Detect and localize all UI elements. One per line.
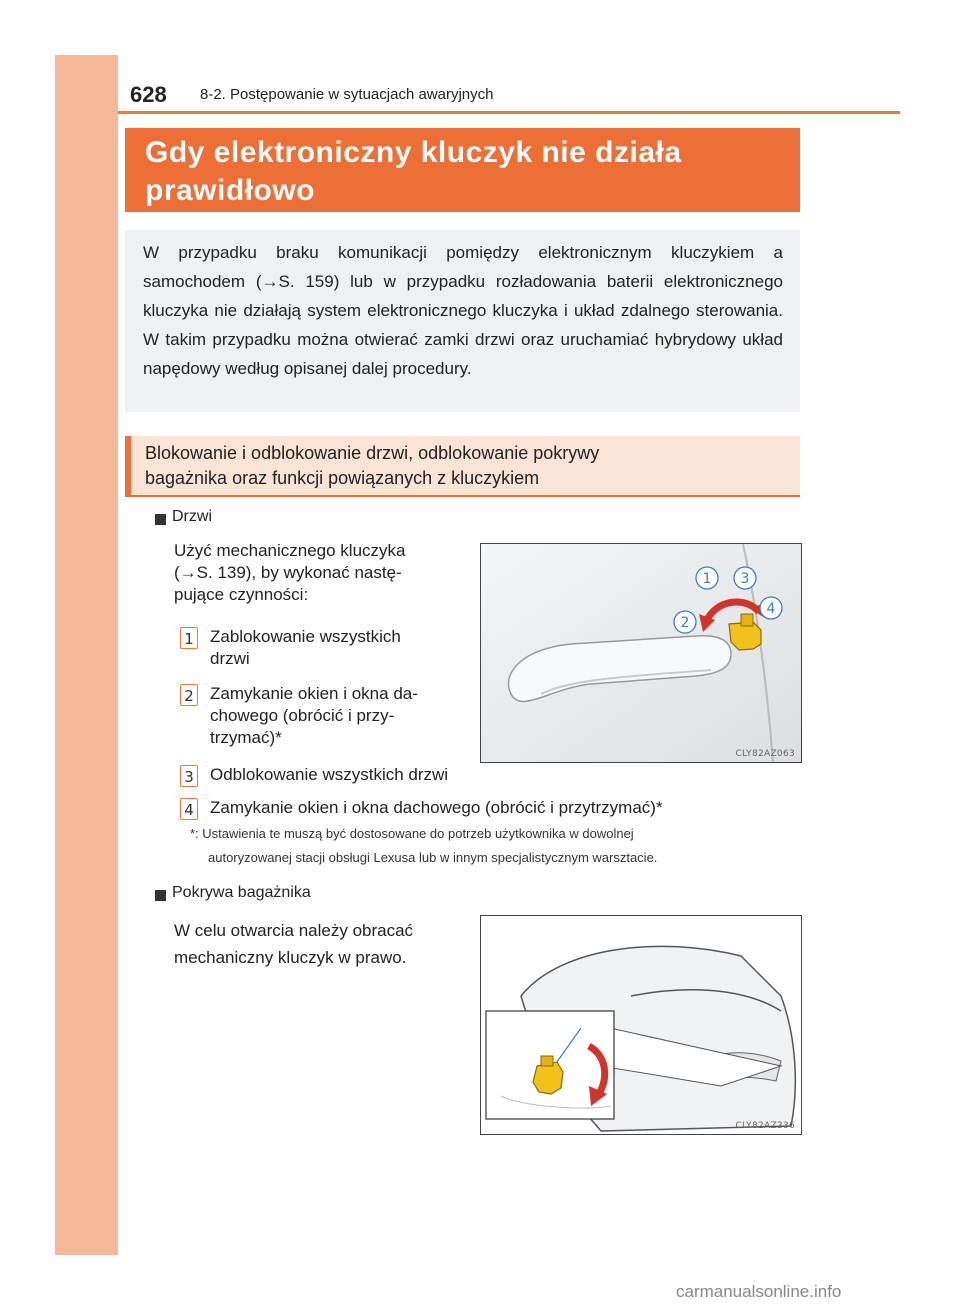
- footnote-line1: Ustawienia te muszą być dostosowane do potrzeb użytkownika w dowolnej: [202, 826, 634, 841]
- intro-text: W przypadku braku komunikacji pomiędzy elektronicznym kluczykiem a samochodem (→S. 159) lub w przypadku rozładowania baterii elektronicznego kluczyka nie działają system elektronicznego kluczyka i układ zdalnego sterowania. W takim przypadku można otwierać zamki drzwi oraz uruchamiać hybrydowy układ napędowy według opisanej dalej procedury.: [143, 243, 783, 378]
- section-title: 8-2. Postępowanie w sytuacjach awaryjnych: [200, 86, 494, 103]
- figure-code: CLY82AZ063: [735, 749, 795, 759]
- step-text: Odblokowanie wszystkich drzwi: [210, 765, 449, 784]
- subheading: [145, 441, 785, 491]
- doors-desc-line2: (→S. 139), by wykonać nastę-: [174, 563, 402, 582]
- doors-desc-line1: Użyć mechanicznego kluczyka: [174, 541, 406, 560]
- footnote-continued: autoryzowanej stacji obsługi Lexusa lub w innym specjalistycznym warsztacie.: [208, 850, 658, 865]
- trunk-figure: [480, 915, 802, 1135]
- callout-2: 2: [680, 615, 690, 631]
- side-tab: [55, 55, 118, 1255]
- callout-3: 3: [740, 571, 750, 587]
- bullet-square-icon: [155, 514, 166, 525]
- subheading-line2: bagażnika oraz funkcji powiązanych z kluczykiem: [145, 468, 540, 488]
- page-title-line2: prawidłowo: [145, 174, 315, 207]
- step-2-line2: chowego (obrócić i przy-: [210, 706, 395, 725]
- door-handle-figure: [480, 543, 802, 763]
- step-2-line1: Zamykanie okien i okna da-: [210, 684, 418, 703]
- step-text: Zamykanie okien i okna dachowego (obrócić i przytrzymać)*: [210, 798, 663, 817]
- door-handle-illustration: [481, 544, 801, 762]
- subheading-rule: [125, 495, 800, 497]
- footnote: [190, 823, 800, 845]
- trunk-description: [174, 917, 474, 971]
- page-number: 628: [130, 82, 167, 107]
- step-number-badge: 1: [180, 627, 198, 649]
- trunk-desc-line1: W celu otwarcia należy obracać: [174, 921, 414, 940]
- step-number-badge: 2: [180, 684, 198, 706]
- doors-description: [174, 540, 464, 606]
- trunk-illustration: [481, 916, 801, 1134]
- callout-4: 4: [766, 601, 776, 617]
- step-text: [210, 626, 465, 670]
- step-number-badge: 4: [180, 798, 198, 820]
- page-title-line1: Gdy elektroniczny kluczyk nie działa: [145, 136, 682, 169]
- doors-heading: Drzwi: [172, 508, 212, 525]
- figure-code: CLY82AZ236: [735, 1121, 795, 1131]
- step-1-line2: drzwi: [210, 649, 250, 668]
- step-1-line1: Zablokowanie wszystkich: [210, 627, 401, 646]
- step-2-line3: trzymać)*: [210, 728, 282, 747]
- trunk-desc-line2: mechaniczny kluczyk w prawo.: [174, 948, 407, 967]
- watermark: carmanualsonline.info: [676, 1282, 842, 1301]
- subheading-line1: Blokowanie i odblokowanie drzwi, odblokowanie pokrywy: [145, 443, 600, 463]
- footnote-mark: *:: [190, 826, 199, 841]
- step-number-badge: 3: [180, 765, 198, 787]
- header-rule: [118, 111, 900, 114]
- callout-1: 1: [702, 571, 712, 587]
- page-title: [145, 134, 785, 210]
- subheading-accent-bar: [125, 436, 131, 496]
- step-text: [210, 683, 465, 749]
- bullet-square-icon: [155, 890, 166, 901]
- trunk-heading: Pokrywa bagażnika: [172, 884, 311, 901]
- doors-desc-line3: pujące czynności:: [174, 585, 309, 604]
